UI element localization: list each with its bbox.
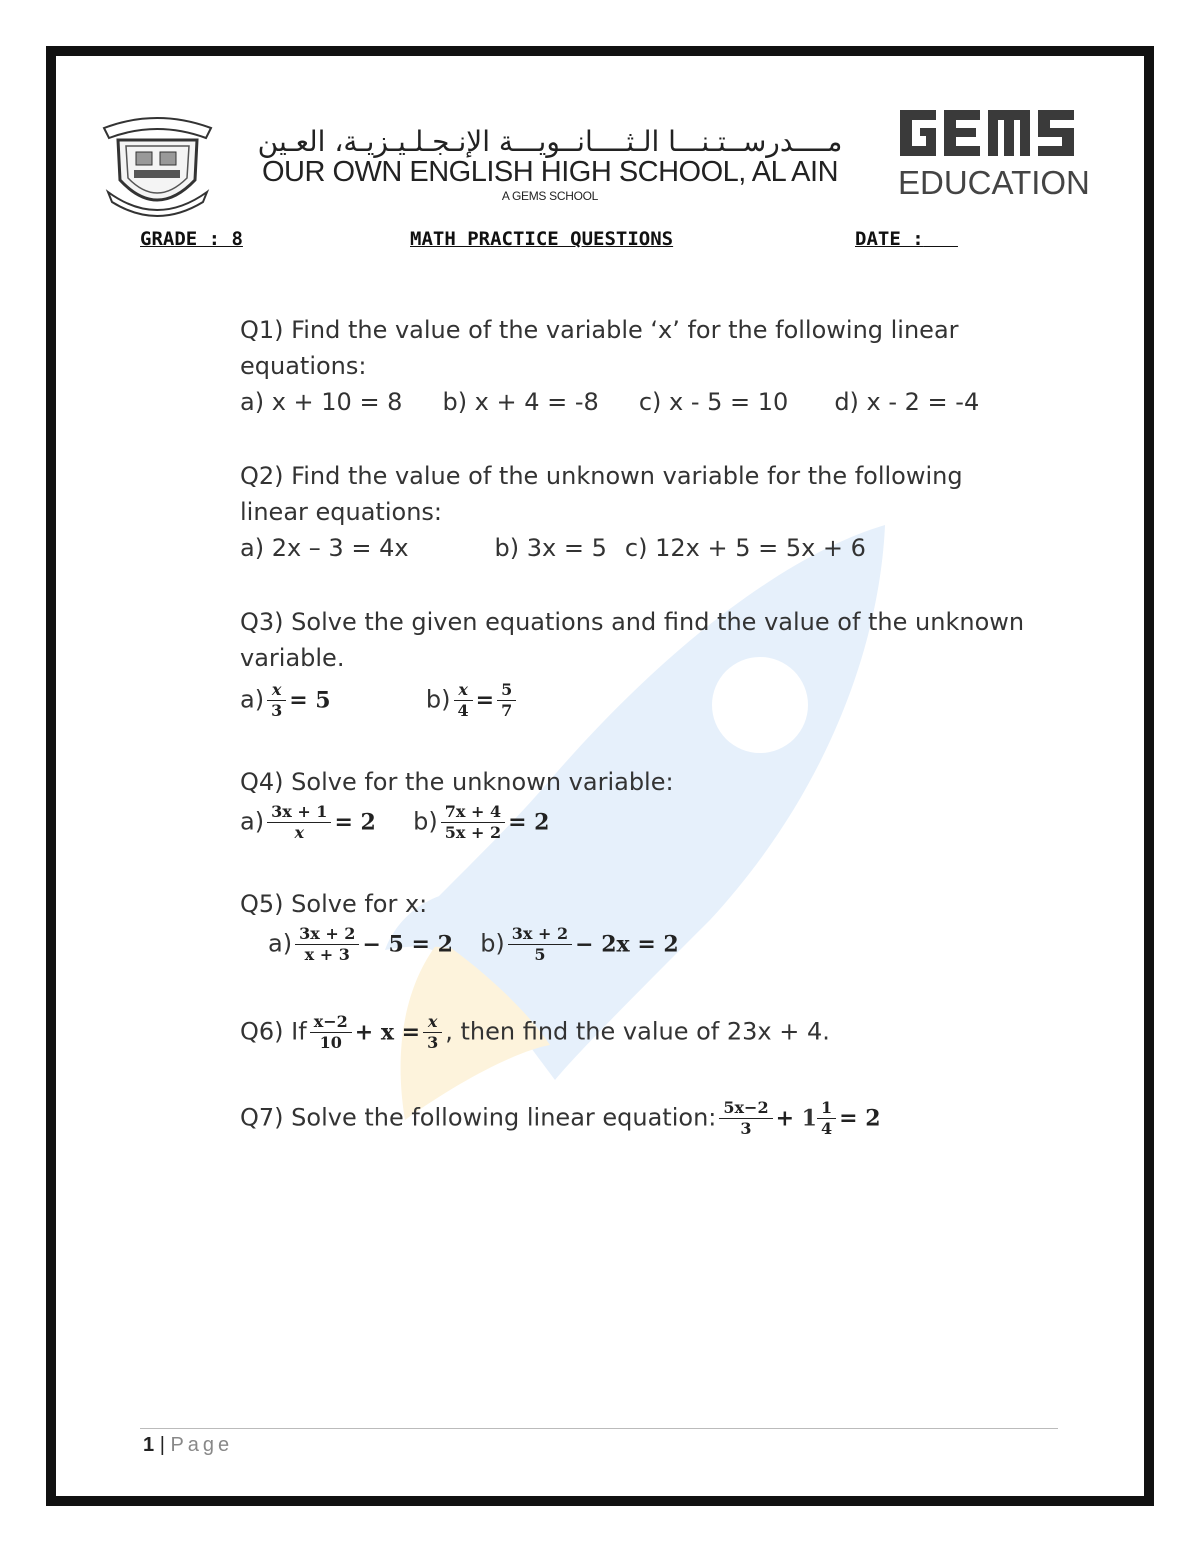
q6-line (240, 1012, 1030, 1053)
q1-part-b: b) x + 4 = -8 (442, 388, 599, 416)
question-3 (240, 604, 1030, 721)
q3-text-line2: variable. (240, 644, 345, 672)
q3-b-equals: = (475, 687, 495, 714)
school-name-arabic: مــــدرســتـنـــا الـثــــانــويـــة الإنـجـلـيـزيـة، العـين (257, 125, 843, 158)
question-5 (240, 886, 1030, 965)
q4-a-numerator: 3x + 1 (267, 802, 331, 823)
q4-a-denominator: x (294, 823, 305, 842)
page-number: 1 (143, 1434, 155, 1456)
question-7 (240, 1098, 1030, 1139)
q1-text-line1: Q1) Find the value of the variable ‘x’ for the following linear (240, 316, 959, 344)
q4-b-rhs: = 2 (508, 809, 550, 836)
q6-prefix: Q6) If (240, 1017, 307, 1046)
q1-parts (240, 384, 1030, 420)
page-word: Page (170, 1434, 234, 1456)
q1-text-line2: equations: (240, 352, 367, 380)
q7-prefix: Q7) Solve the following linear equation: (240, 1103, 717, 1132)
q1-part-a: a) x + 10 = 8 (240, 388, 403, 416)
q4-b-numerator: 7x + 4 (441, 802, 505, 823)
q2-parts (240, 530, 1030, 566)
q3-b-rhs-fraction (497, 680, 516, 721)
grade-label: GRADE : 8 (140, 228, 243, 250)
q6-numerator-1: x−2 (310, 1012, 352, 1033)
q7-mixed-fraction (817, 1098, 836, 1139)
q5-part-b-label: b) (480, 929, 505, 958)
footer-separator: | (159, 1434, 165, 1456)
q3-part-a-label: a) (240, 685, 265, 714)
q3-b-rhs-numerator: 5 (497, 680, 516, 701)
q6-fraction-1 (310, 1012, 352, 1053)
q2-text-line1: Q2) Find the value of the unknown variable for the following (240, 462, 963, 490)
q4-text-line1: Q4) Solve for the unknown variable: (240, 768, 674, 796)
q5-a-numerator: 3x + 2 (295, 924, 359, 945)
q3-b-numerator: x (454, 680, 473, 701)
q1-part-d: d) x - 2 = -4 (834, 388, 980, 416)
gems-education-label: EDUCATION (898, 164, 1090, 201)
q6-fraction-2 (423, 1012, 442, 1053)
q7-rhs: = 2 (839, 1105, 881, 1132)
q3-text-line1: Q3) Solve the given equations and find the value of the unknown (240, 608, 1025, 636)
question-2 (240, 458, 1030, 566)
q2-text-line2: linear equations: (240, 498, 442, 526)
q2-part-c: c) 12x + 5 = 5x + 6 (624, 534, 866, 562)
q5-a-rest: − 5 = 2 (362, 931, 453, 958)
q3-part-a-fraction (267, 680, 286, 721)
school-subtitle: A GEMS SCHOOL (501, 189, 599, 203)
q6-denominator-2: 3 (427, 1033, 439, 1052)
q7-mixed-numerator: 1 (817, 1098, 836, 1119)
q3-parts (240, 680, 1030, 721)
q7-line (240, 1098, 1030, 1139)
school-name-english: OUR OWN ENGLISH HIGH SCHOOL, AL AIN (261, 156, 839, 188)
q3-a-numerator: x (267, 680, 286, 701)
question-1 (240, 312, 1030, 420)
q4-a-rhs: = 2 (334, 809, 376, 836)
q5-a-denominator: x + 3 (304, 945, 350, 964)
worksheet-title: MATH PRACTICE QUESTIONS (410, 228, 674, 250)
q6-denominator-1: 10 (319, 1033, 342, 1052)
q5-part-a-label: a) (268, 929, 293, 958)
q5-b-denominator: 5 (534, 945, 546, 964)
q4-part-b-fraction (441, 802, 505, 843)
q7-fraction (719, 1098, 772, 1139)
q3-b-rhs-denominator: 7 (501, 701, 513, 720)
school-crest-logo (100, 110, 215, 222)
q3-b-denominator: 4 (457, 701, 469, 720)
q6-suffix: , then find the value of 23x + 4. (445, 1017, 830, 1046)
q7-denominator: 3 (740, 1119, 752, 1138)
q5-part-a-fraction (295, 924, 359, 965)
q2-part-b: b) 3x = 5 (494, 534, 607, 562)
q2-part-a: a) 2x – 3 = 4x (240, 534, 409, 562)
q7-mixed-denominator: 4 (820, 1119, 833, 1138)
q4-part-a-label: a) (240, 807, 265, 836)
q4-part-b-label: b) (413, 807, 438, 836)
q3-part-b-fraction (454, 680, 473, 721)
gems-logo (898, 106, 1076, 160)
q1-part-c: c) x - 5 = 10 (638, 388, 789, 416)
q5-b-rest: − 2x = 2 (575, 931, 679, 958)
page-footer (143, 1434, 233, 1457)
q3-a-rhs: = 5 (289, 687, 331, 714)
q4-part-a-fraction (267, 802, 331, 843)
q4-parts (240, 802, 1030, 843)
q5-parts (240, 924, 1030, 965)
q7-mixed-whole: 1 (801, 1105, 817, 1132)
question-6 (240, 1012, 1030, 1053)
q7-numerator: 5x−2 (719, 1098, 772, 1119)
q5-text-line1: Q5) Solve for x: (240, 890, 428, 918)
footer-divider (140, 1428, 1058, 1429)
q5-part-b-fraction (508, 924, 572, 965)
q4-b-denominator: 5x + 2 (444, 823, 502, 842)
question-4 (240, 764, 1030, 843)
q3-a-denominator: 3 (271, 701, 283, 720)
q6-numerator-2: x (423, 1012, 442, 1033)
q7-plus: + (775, 1105, 795, 1132)
q6-mid: + x = (354, 1019, 421, 1046)
date-label: DATE : (855, 228, 924, 250)
q3-part-b-label: b) (425, 685, 451, 714)
q5-b-numerator: 3x + 2 (508, 924, 572, 945)
